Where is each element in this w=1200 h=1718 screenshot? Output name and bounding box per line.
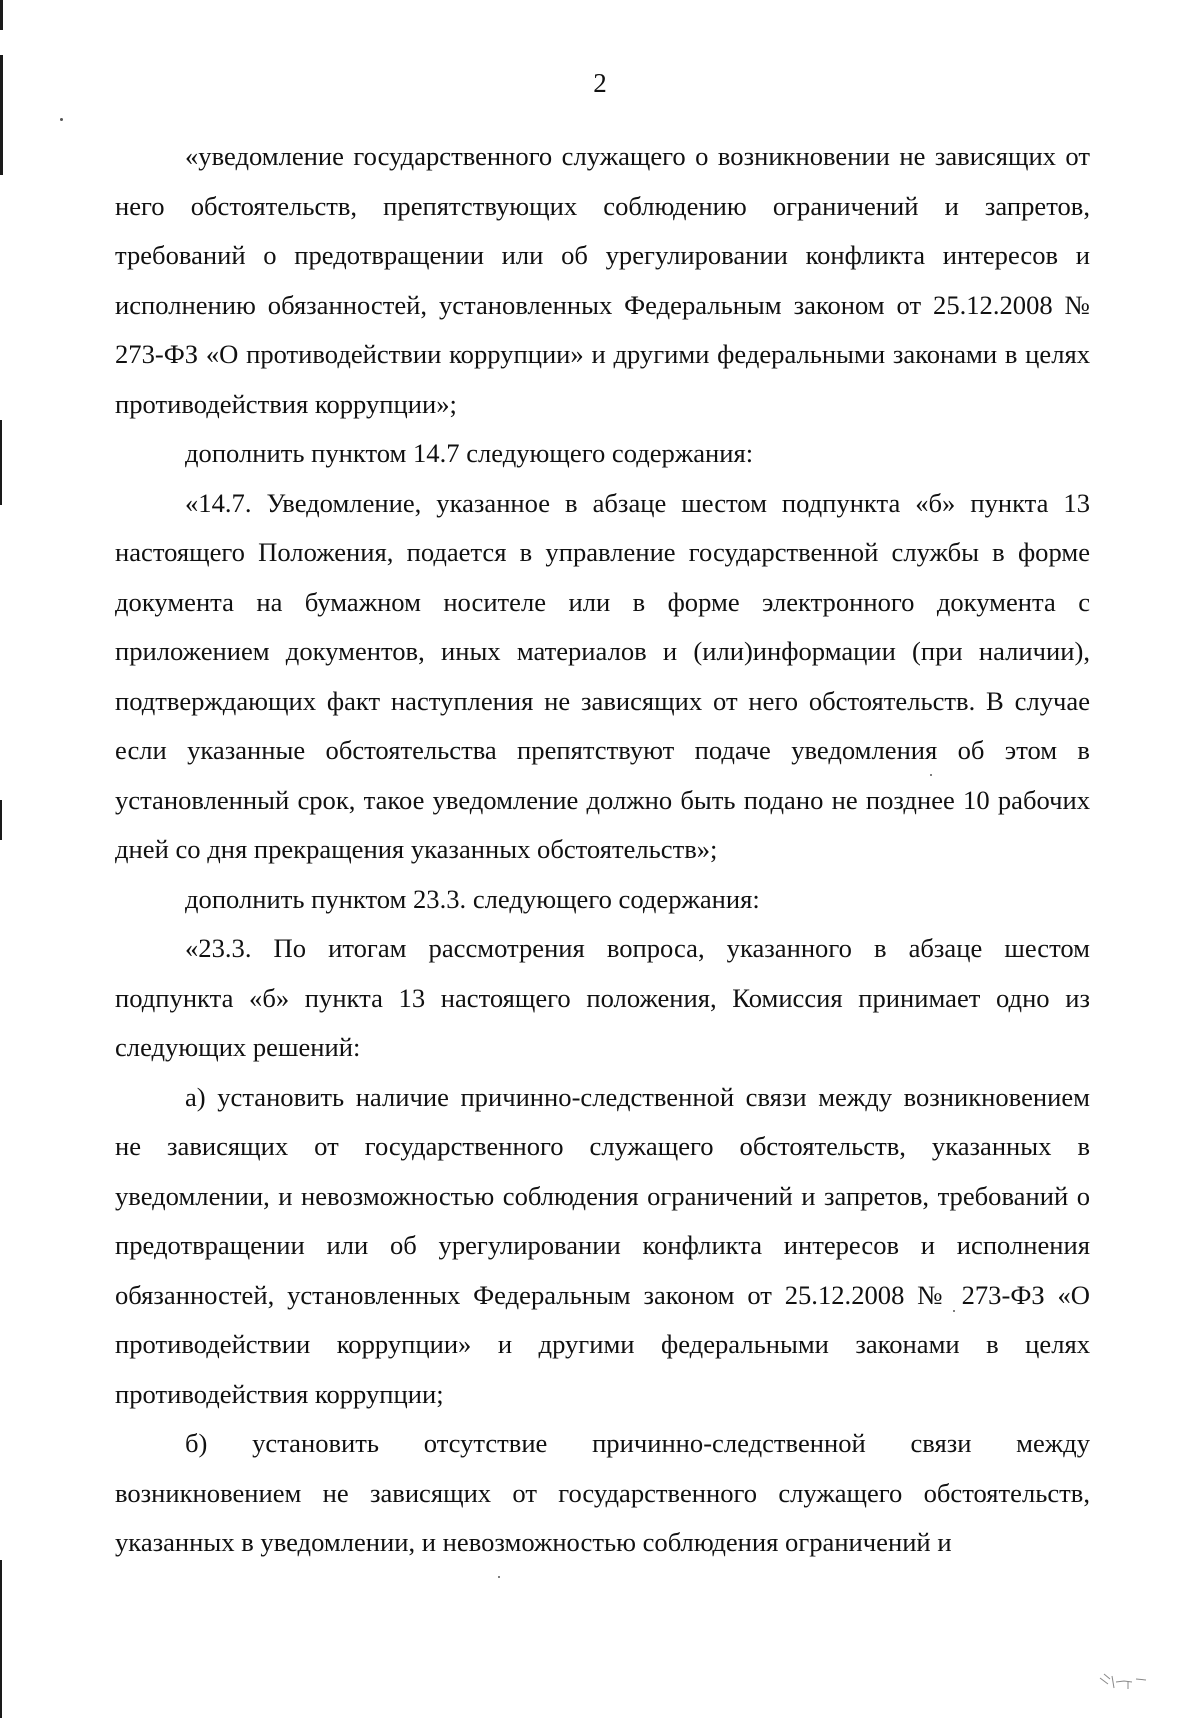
paragraph: дополнить пунктом 23.3. следующего содержания: xyxy=(185,883,760,914)
scan-speck xyxy=(498,1576,500,1578)
scan-speck xyxy=(60,118,63,121)
paragraph: «уведомление государственного служащего о возникновении не зависящих от него обстоятельств, препятствующих соблюдению ограничений и запретов, требований о предотвращении или об урегулировании конфликта интересов и исполнению обязанностей, установленных Федеральным законом от 25.12.2008 № 273-ФЗ «О противодействии коррупции» и другими федеральными законами в целях противодействия коррупции»; xyxy=(115,141,1090,419)
paragraph: «23.3. По итогам рассмотрения вопроса, указанного в абзаце шестом подпункта «б» пункта 13 настоящего положения, Комиссия принимает одно из следующих решений: xyxy=(115,933,1090,1062)
paragraph: дополнить пунктом 14.7 следующего содержания: xyxy=(185,438,754,468)
scan-edge-mark xyxy=(0,420,2,505)
paragraph: б) установить отсутствие причинно-следственной связи между возникновением не зависящих от государственного служащего обстоятельств, указанных в уведомлении, и невозможностью соблюдения ограничений и xyxy=(115,1428,1090,1557)
scan-speck xyxy=(953,1310,955,1312)
scan-speck xyxy=(930,774,932,776)
scan-edge-mark xyxy=(0,0,3,30)
paragraph: а) установить наличие причинно-следственной связи между возникновением не зависящих от государственного служащего обстоятельств, указанных в уведомлении, и невозможностью соблюдения ограничений и запретов, требований о предотвращении или об урегулировании конфликта интересов и исполнения обязанностей, установленных Федеральным законом от 25.12.2008 № 273-ФЗ «О противодействии коррупции» и другими федеральными законами в целях противодействия коррупции; xyxy=(115,1081,1090,1409)
page-number: 2 xyxy=(593,68,607,98)
scan-edge-mark xyxy=(0,800,2,840)
document-body xyxy=(115,132,1090,1568)
scan-edge-mark xyxy=(0,1560,2,1718)
scribble-mark-icon xyxy=(1098,1670,1148,1692)
paragraph: «14.7. Уведомление, указанное в абзаце шестом подпункта «б» пункта 13 настоящего Положения, подается в управление государственной службы в форме документа на бумажном носителе или в форме электронного документа с приложением документов, иных материалов и (или)информации (при наличии), подтверждающих факт наступления не зависящих от него обстоятельств. В случае если указанные обстоятельства препятствуют подаче уведомления об этом в установленный срок, такое уведомление должно быть подано не позднее 10 рабочих дней со дня прекращения указанных обстоятельств»; xyxy=(115,487,1090,864)
